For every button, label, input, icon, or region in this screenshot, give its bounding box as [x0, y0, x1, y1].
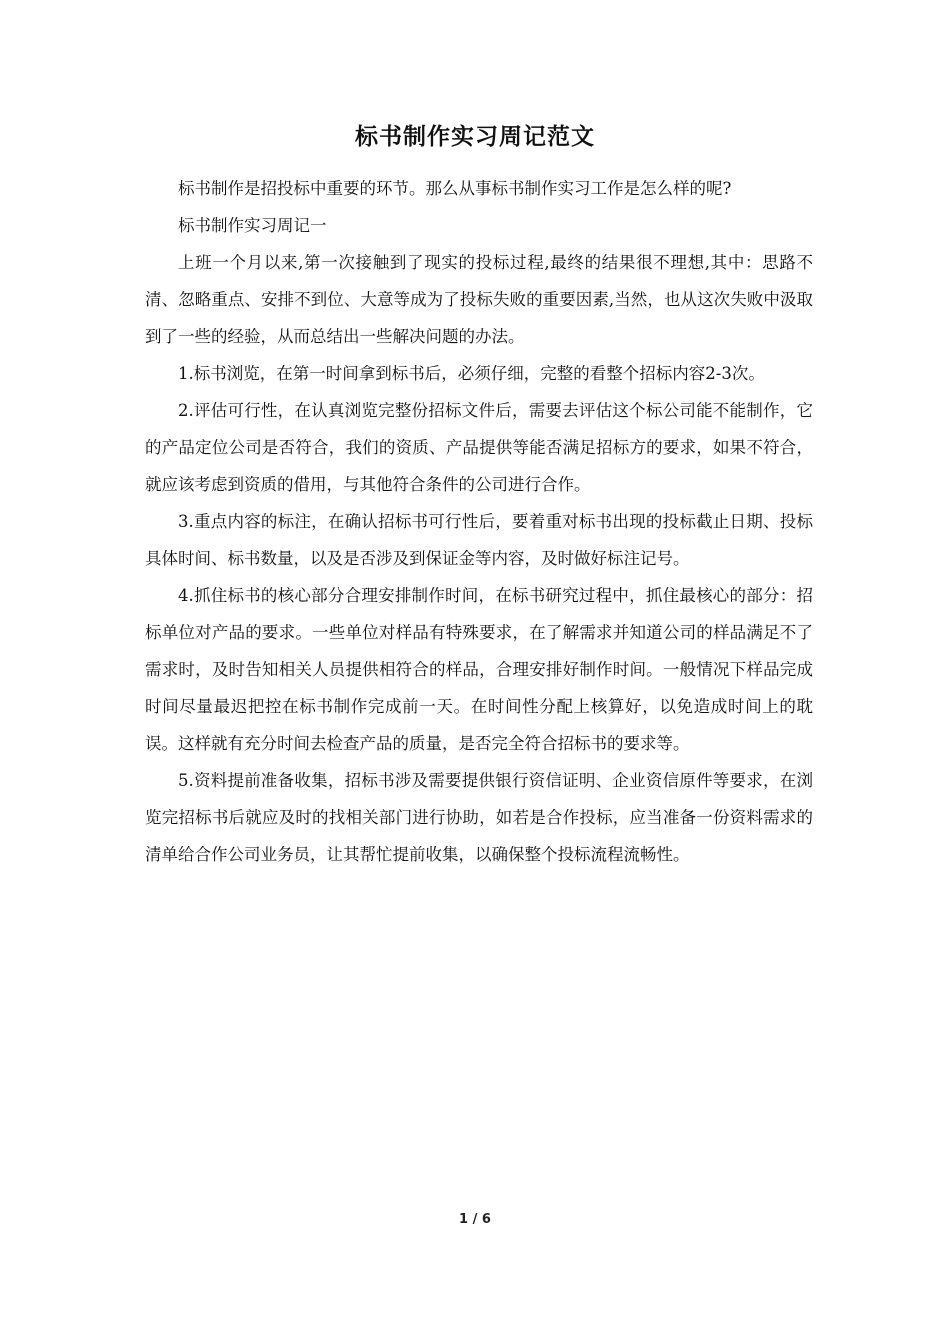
document-title: 标书制作实习周记范文	[355, 123, 595, 150]
paragraph-item-1: 1.标书浏览，在第一时间拿到标书后，必须仔细，完整的看整个招标内容2-3次。	[178, 364, 765, 383]
paragraph-item-2: 2.评估可行性，在认真浏览完整份招标文件后，需要去评估这个标公司能不能制作，它的产品定位公司是否符合，我们的资质、产品提供等能否满足招标方的要求，如果不符合，就应该考虑到资质的借用，与其他符合条件的公司进行合作。	[145, 401, 813, 494]
paragraph-subheading: 标书制作实习周记一	[178, 216, 327, 235]
document-body	[145, 170, 813, 873]
page-number: 1 / 6	[459, 1212, 491, 1227]
paragraph-item-5: 5.资料提前准备收集，招标书涉及需要提供银行资信证明、企业资信原件等要求，在浏览完招标书后就应及时的找相关部门进行协助，如若是合作投标，应当准备一份资料需求的清单给合作公司业务员，让其帮忙提前收集，以确保整个投标流程流畅性。	[145, 771, 813, 864]
paragraph-item-4: 4.抓住标书的核心部分合理安排制作时间，在标书研究过程中，抓住最核心的部分：招标单位对产品的要求。一些单位对样品有特殊要求，在了解需求并知道公司的样品满足不了需求时，及时告知相关人员提供相符合的样品，合理安排好制作时间。一般情况下样品完成时间尽量最迟把控在标书制作完成前一天。在时间性分配上核算好，以免造成时间上的耽误。这样就有充分时间去检查产品的质量，是否完全符合招标书的要求等。	[145, 586, 813, 753]
paragraph-experience: 上班一个月以来,第一次接触到了现实的投标过程,最终的结果很不理想,其中：思路不清、忽略重点、安排不到位、大意等成为了投标失败的重要因素,当然，也从这次失败中汲取到了一些的经验，从而总结出一些解决问题的办法。	[145, 253, 813, 346]
paragraph-intro: 标书制作是招投标中重要的环节。那么从事标书制作实习工作是怎么样的呢?	[178, 179, 732, 198]
paragraph-item-3: 3.重点内容的标注，在确认招标书可行性后，要着重对标书出现的投标截止日期、投标具体时间、标书数量，以及是否涉及到保证金等内容，及时做好标注记号。	[145, 512, 813, 568]
